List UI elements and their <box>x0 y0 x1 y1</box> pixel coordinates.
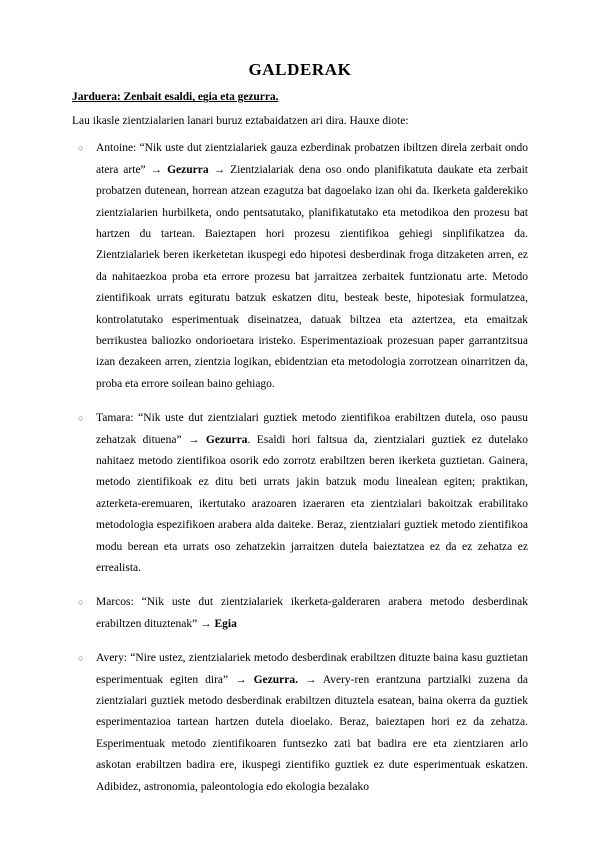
intro-paragraph: Lau ikasle zientzialarien lanari buruz eztabaidatzen ari dira. Hauxe diote: <box>72 115 409 128</box>
list-item <box>72 648 528 798</box>
verdict-badge: Gezurra <box>167 163 209 176</box>
statement-explanation: Avery-ren erantzuna partzialki zuzena da zientzialari guztiek metodo desberdinak erabiltzen dituztela esatean, baina okerra da guztiek esperimentazioa tartean hartzen dutela dioelako. Beraz, baieztapen hori ez da zehatza. Esperimentuak metodo zientifikoaren funtsezko zati bat badira ere eta zientziaren arlo askotan erabiltzen badira ere, ikuspegi zientifiko guztiek ez dute esperimentuak eskatzen. Adibidez, astronomia, paleontologia edo ekologia bezalako <box>96 673 529 793</box>
bullet-marker-icon: ○ <box>78 653 84 664</box>
arrow-icon: → <box>304 673 317 686</box>
section-heading: Jarduera: Zenbait esaldi, egia eta gezurra. <box>72 91 279 104</box>
bullet-marker-icon: ○ <box>78 143 84 154</box>
verdict-badge: Gezurra <box>205 433 248 446</box>
list-item <box>72 592 528 635</box>
arrow-icon: → <box>213 163 226 176</box>
arrow-icon: → <box>235 673 247 686</box>
arrow-icon: → <box>200 617 212 630</box>
verdict-badge: Gezurra. <box>253 673 298 686</box>
page-title: GALDERAK <box>248 60 352 79</box>
statement-explanation: . Esaldi hori faltsua da, zientzialari guztiek ez dutelako nahitaez metodo zientifikoa osorik edo zorrotz erabiltzen beren ikerketa guztietan. Gainera, metodo zientifikoak ez ditu beti urrats jakin batzuk modu linealean egiten; praktikan, azterketa-eremuaren, ikertutako arazoaren izaeraren eta zientzialari bakoitzak erabilitako metodologia espezifikoen arabera alda daiteke. Beraz, zientzialari guztiek metodo zientifikoa modu berean eta urrats oso zehatzekin jarraitzen dutela baieztatzea ez da ez zehatza ez errealista. <box>96 433 529 575</box>
statement-quote: Marcos: “Nik uste dut zientzialariek ikerketa-galderaren arabera metodo desberdinak erabiltzen dituztenak” <box>96 596 528 630</box>
arrow-icon: → <box>150 163 163 176</box>
statement-quote: Tamara: “Nik uste dut zientzialari guztiek metodo zientifikoa erabiltzen dutela, oso pausu zehatzak dituena” <box>96 412 528 446</box>
list-item <box>72 138 528 395</box>
statement-quote: Antoine: “Nik uste dut zientzialariek gauza ezberdinak probatzen ibiltzen direla zerbait ondo atera arte” <box>96 142 528 176</box>
list-item <box>72 408 528 579</box>
statements-list <box>72 138 528 798</box>
bullet-marker-icon: ○ <box>78 413 84 424</box>
statement-explanation: Zientzialariak dena oso ondo planifikatuta daukate eta zerbait probatzen dutenean, horrean atzean ezagutza bat dagoelako izan ohi da. Ikerketa galderekiko zientzialarien hurbilketa, ondo pentsatutako, planifikatutako eta metodikoa den prozesu bat hartzen du tartean. Baieztapen hori prozesu zientifikoa gehiegi sinplifikatzea da. Zientzialariek beren ikerketetan ikuspegi edo hipotesi desberdinak froga ditzaketen arren, ez da nahitaezkoa proba eta errore prozesu bat jarraitzea zerbaitek funtzionatu arte. Metodo zientifikoak urrats egituratu batzuk eskatzen ditu, besteak beste, hipotesiak formulatzea, kontrolatutako esperimentuak diseinatzea, datuak biltzea eta aztertzea, eta emaitzak berrikustea baliozko ondorioetara iristeko. Esperimentazioak prozesuan paper garrantzitsua izan dezakeen arren, zientzia logikan, ebidentzian eta metodologia zorrotzean oinarritzen da, proba eta errore soilean baino gehiago. <box>96 163 528 390</box>
arrow-icon: → <box>188 433 200 446</box>
verdict-badge: Egia <box>214 617 237 630</box>
bullet-marker-icon: ○ <box>78 597 84 608</box>
statement-quote: Avery: “Nire ustez, zientzialariek metodo desberdinak erabiltzen dituzte baina kasu guztietan esperimentuak egiten dira” <box>96 652 528 686</box>
